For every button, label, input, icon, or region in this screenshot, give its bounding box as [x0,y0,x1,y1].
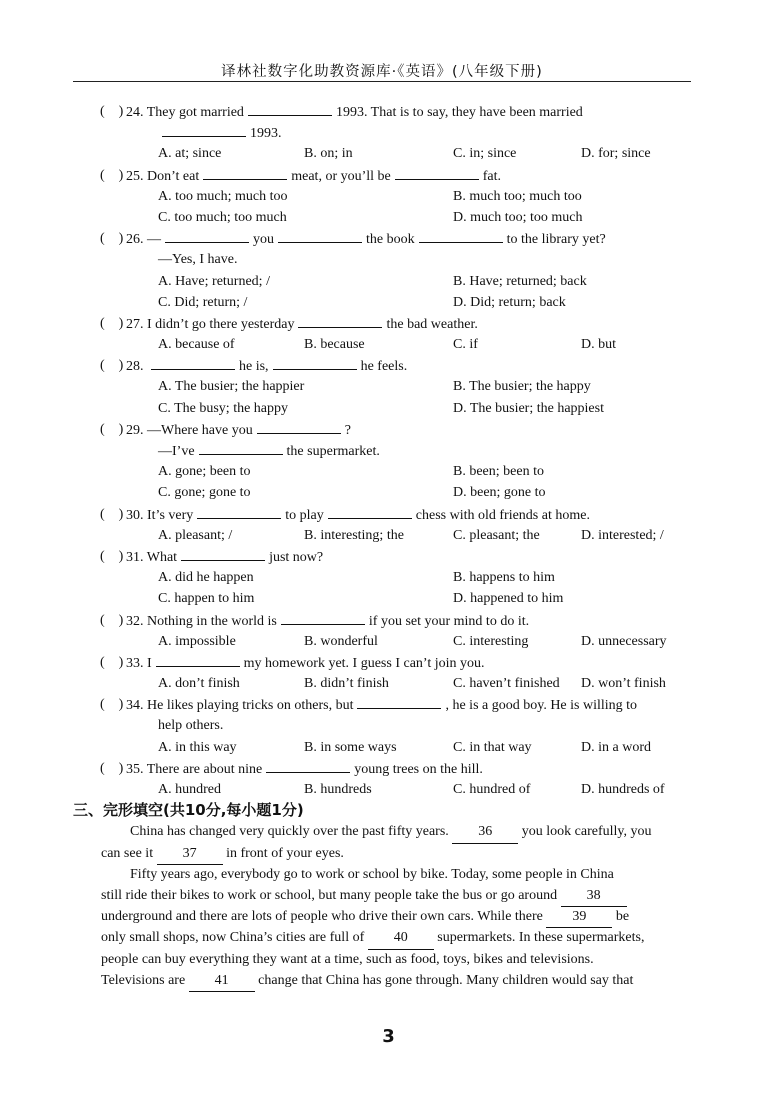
cloze-blank[interactable]: 37 [157,843,223,865]
question-continuation-row [0,440,777,461]
answer-blank [162,122,246,137]
question-number: 24 [126,105,140,120]
answer-blank [181,546,265,561]
question-text-segment: ? [344,422,351,438]
passage-text-segment: Televisions are [101,972,186,988]
passage-line-text [130,821,652,843]
question-text-segment: to the library yet? [506,232,606,248]
answer-blank [165,228,249,243]
question-item [0,694,777,758]
question-item [0,504,777,546]
option-a[interactable]: A. pleasant; / [158,527,233,543]
question-stem-row [0,758,777,779]
answer-blank [273,355,357,370]
passage-line [0,821,777,842]
passage-text-segment: only small shops, now China’s cities are full of [101,930,365,946]
option-d[interactable]: D. The busier; the happiest [453,400,604,416]
option-b[interactable]: B. much too; much too [453,188,582,204]
option-c[interactable]: C. in that way [453,739,532,755]
passage-text-segment: people can buy everything they want at a time, such as food, toys, bikes and televisions. [101,951,594,967]
answer-bracket[interactable]: ( ) [100,104,124,119]
question-stem-row [0,652,777,673]
answer-bracket[interactable]: ( ) [100,506,124,522]
question-text-segment: , he is a good boy. He is willing to [445,698,638,714]
passage-line [0,949,777,970]
number-separator: . [140,168,147,184]
cloze-passage [0,821,777,991]
question-text-segment: — [147,232,161,248]
answer-bracket[interactable]: ( ) [100,654,124,670]
question-stem-row [0,313,777,334]
options-row [0,737,777,758]
options-row [0,398,777,419]
passage-line-text [101,906,629,928]
question-stem [126,546,323,568]
option-d[interactable]: D. won’t finish [581,676,666,692]
section-title: 三、完形填空(共10分,每小题1分) [73,801,304,820]
option-b[interactable]: B. on; in [304,146,353,162]
question-text-segment: I [147,655,152,671]
options-row [0,334,777,355]
question-text-segment: he is, [239,359,269,375]
cloze-blank[interactable]: 40 [368,927,434,949]
option-b[interactable]: B. been; been to [453,464,544,480]
option-b[interactable]: B. because [304,337,365,353]
page-header: 译林社数字化助教资源库·《英语》(八年级下册) [221,64,543,80]
options-row [0,779,777,800]
option-d[interactable]: D. for; since [581,146,651,162]
option-c[interactable]: C. gone; gone to [158,485,251,501]
number-separator: . [140,316,147,332]
number-separator: . [140,549,147,565]
options-row [0,482,777,503]
question-stem [126,313,478,335]
passage-text-segment: underground and there are lots of people who drive their own cars. While there [101,909,543,925]
question-continuation-row [0,715,777,736]
question-stem [126,228,606,250]
question-number: 32 [126,613,140,629]
passage-line-text [130,864,614,885]
option-d[interactable]: D. Did; return; back [453,294,566,310]
answer-blank [151,355,235,370]
answer-bracket[interactable]: ( ) [100,358,124,374]
option-d[interactable]: D. been; gone to [453,485,546,501]
passage-line [0,970,777,991]
answer-bracket[interactable]: ( ) [100,760,124,776]
passage-text-segment: still ride their bikes to work or school, but many people take the bus or go around [101,887,558,903]
answer-bracket[interactable]: ( ) [100,315,124,331]
answer-bracket[interactable]: ( ) [100,697,124,713]
question-text-segment: Nothing in the world is [147,613,277,629]
question-number: 35 [126,761,140,777]
option-c[interactable]: C. The busy; the happy [158,400,289,416]
options-row [0,673,777,694]
question-text-segment: There are about nine [146,761,263,777]
option-b[interactable]: B. Have; returned; back [453,273,587,289]
option-c[interactable]: C. haven’t finished [453,676,560,692]
question-item [0,355,777,419]
options-row [0,525,777,546]
passage-line [0,927,777,948]
answer-bracket[interactable]: ( ) [100,612,124,628]
question-item [0,165,777,229]
answer-blank [199,440,283,455]
option-a[interactable]: A. gone; been to [158,464,251,480]
passage-line-text [101,927,644,949]
cloze-blank[interactable]: 39 [546,906,612,928]
question-stem-row [0,355,777,376]
number-separator: . [140,613,147,629]
passage-line [0,843,777,864]
options-row [0,588,777,609]
option-c[interactable]: C. happen to him [158,591,255,607]
question-number: 29 [126,422,140,438]
answer-bracket[interactable]: ( ) [100,231,124,247]
question-continuation [158,122,282,144]
option-a[interactable]: A. in this way [158,739,237,755]
option-d[interactable]: D. but [581,337,616,353]
answer-blank [419,228,503,243]
option-b[interactable]: B. didn’t finish [304,676,389,692]
question-text-segment: fat. [482,168,502,184]
question-item [0,610,777,652]
answer-blank [156,652,240,667]
question-stem [126,694,637,716]
option-d[interactable]: D. interested; / [581,527,664,543]
answer-blank [281,610,365,625]
passage-line-text [101,885,627,907]
answer-blank [248,101,332,116]
question-stem-row [0,610,777,631]
passage-line-text [101,970,633,992]
header-divider [73,81,691,82]
option-c[interactable]: C. too much; too much [158,209,287,225]
question-item [0,546,777,610]
options-row [0,186,777,207]
question-stem [126,758,483,780]
passage-text-segment: Fifty years ago, everybody go to work or school by bike. Today, some people in China [130,866,614,882]
question-text-segment: I didn’t go there yesterday [147,316,295,332]
question-text-segment: He likes playing tricks on others, but [147,698,354,714]
option-d[interactable]: D. unnecessary [581,633,667,649]
option-b[interactable]: B. interesting; the [304,527,404,543]
option-c[interactable]: C. interesting [453,633,529,649]
question-stem [126,101,583,123]
question-stem-row [0,419,777,440]
question-continuation-row [0,249,777,270]
question-number: 26 [126,232,140,248]
number-separator: . [140,105,147,120]
answer-bracket[interactable]: ( ) [100,548,124,564]
question-continuation-row [0,122,777,143]
question-number: 28 [126,359,140,375]
options-row [0,143,777,164]
passage-line-text [101,843,344,865]
passage-line-text [101,949,594,970]
option-d[interactable]: D. much too; too much [453,209,583,225]
options-row [0,292,777,313]
question-text-segment: What [146,549,178,565]
answer-blank [298,313,382,328]
question-item [0,101,777,165]
option-b[interactable]: B. in some ways [304,739,397,755]
options-row [0,376,777,397]
question-text-segment: just now? [269,549,324,565]
option-c[interactable]: C. Did; return; / [158,294,248,310]
question-text-segment: he feels. [360,359,408,375]
question-stem [126,652,484,674]
question-stem [126,419,351,441]
passage-text-segment: China has changed very quickly over the past fifty years. [130,824,449,840]
answer-blank [197,504,281,519]
options-row [0,207,777,228]
option-c[interactable]: C. pleasant; the [453,527,540,543]
option-a[interactable]: A. don’t finish [158,676,240,692]
question-stem [126,504,590,526]
question-number: 25 [126,168,140,184]
option-d[interactable]: D. happened to him [453,591,564,607]
option-a[interactable]: A. Have; returned; / [158,273,270,289]
option-d[interactable]: D. in a word [581,739,651,755]
question-item [0,652,777,694]
question-stem-row [0,228,777,249]
option-a[interactable]: A. too much; much too [158,188,288,204]
passage-text-segment: be [615,909,630,925]
number-separator: . [140,698,147,714]
question-stem-row [0,504,777,525]
question-continuation: help others. [158,718,224,734]
question-text-segment: —I’ve [158,444,195,459]
answer-bracket[interactable]: ( ) [100,421,124,437]
passage-text-segment: can see it [101,845,154,861]
question-text-segment: They got married [146,105,244,120]
option-a[interactable]: A. The busier; the happier [158,379,305,395]
question-continuation [158,440,380,462]
cloze-blank[interactable]: 36 [452,821,518,843]
question-text-segment: the bad weather. [386,316,478,332]
passage-line [0,864,777,885]
option-c[interactable]: C. hundred of [453,782,531,797]
options-row [0,461,777,482]
answer-blank [395,165,479,180]
options-row [0,567,777,588]
question-continuation: —Yes, I have. [158,252,238,268]
answer-blank [357,694,441,709]
question-number: 27 [126,316,140,332]
question-item [0,228,777,313]
passage-text-segment: you look carefully, you [521,824,652,840]
question-number: 30 [126,507,140,523]
option-a[interactable]: A. at; since [158,146,222,162]
number-separator: . [140,507,147,523]
option-c[interactable]: C. if [453,337,478,353]
answer-blank [203,165,287,180]
answer-blank [266,758,350,773]
number-separator: . [140,422,147,438]
option-c[interactable]: C. in; since [453,146,517,162]
question-text-segment: the book [366,232,415,248]
question-number: 34 [126,698,140,714]
question-text-segment: if you set your mind to do it. [368,613,530,629]
question-item [0,313,777,355]
options-row [0,631,777,652]
question-item [0,419,777,504]
question-text-segment: to play [285,507,324,523]
passage-text-segment: change that China has gone through. Many children would say that [258,972,634,988]
number-separator: . [140,232,147,248]
question-text-segment: 1993. [250,126,282,142]
passage-text-segment: supermarkets. In these supermarkets, [437,930,645,946]
question-text-segment: —Where have you [147,422,253,438]
option-b[interactable]: B. The busier; the happy [453,379,591,395]
answer-blank [328,504,412,519]
question-stem-row [0,101,777,122]
passage-line [0,906,777,927]
number-separator: . [140,761,147,777]
page-number: 3 [382,1026,395,1047]
options-row [0,271,777,292]
option-b[interactable]: B. happens to him [453,570,555,586]
passage-line [0,885,777,906]
cloze-blank[interactable]: 38 [561,885,627,907]
option-a[interactable]: A. because of [158,337,235,353]
option-a[interactable]: A. did he happen [158,570,254,586]
option-a[interactable]: A. impossible [158,633,236,649]
answer-bracket[interactable]: ( ) [100,167,124,183]
option-b[interactable]: B. wonderful [304,633,378,649]
question-text-segment: my homework yet. I guess I can’t join you. [243,655,485,671]
question-number: 33 [126,655,140,671]
question-text-segment: young trees on the hill. [354,761,483,777]
question-item [0,758,777,800]
question-stem [126,610,529,632]
question-text-segment: chess with old friends at home. [415,507,590,523]
option-b[interactable]: B. hundreds [304,782,372,797]
option-d[interactable]: D. hundreds of [581,782,665,797]
question-text-segment: It’s very [147,507,194,523]
question-stem [126,355,407,377]
question-stem-row [0,694,777,715]
question-stem-row [0,546,777,567]
question-stem-row [0,165,777,186]
question-text-segment: the supermarket. [286,444,380,459]
answer-blank [257,419,341,434]
exam-content [0,101,777,991]
number-separator: . [140,359,147,375]
option-a[interactable]: A. hundred [158,782,221,797]
question-number: 31 [126,549,140,565]
passage-text-segment: in front of your eyes. [226,845,344,861]
question-stem [126,165,501,187]
answer-blank [278,228,362,243]
question-text-segment: 1993. That is to say, they have been married [335,105,583,120]
number-separator: . [140,655,147,671]
cloze-blank[interactable]: 41 [189,970,255,992]
question-text-segment: Don’t eat [147,168,200,184]
question-text-segment: you [253,232,274,248]
question-text-segment: meat, or you’ll be [291,168,391,184]
